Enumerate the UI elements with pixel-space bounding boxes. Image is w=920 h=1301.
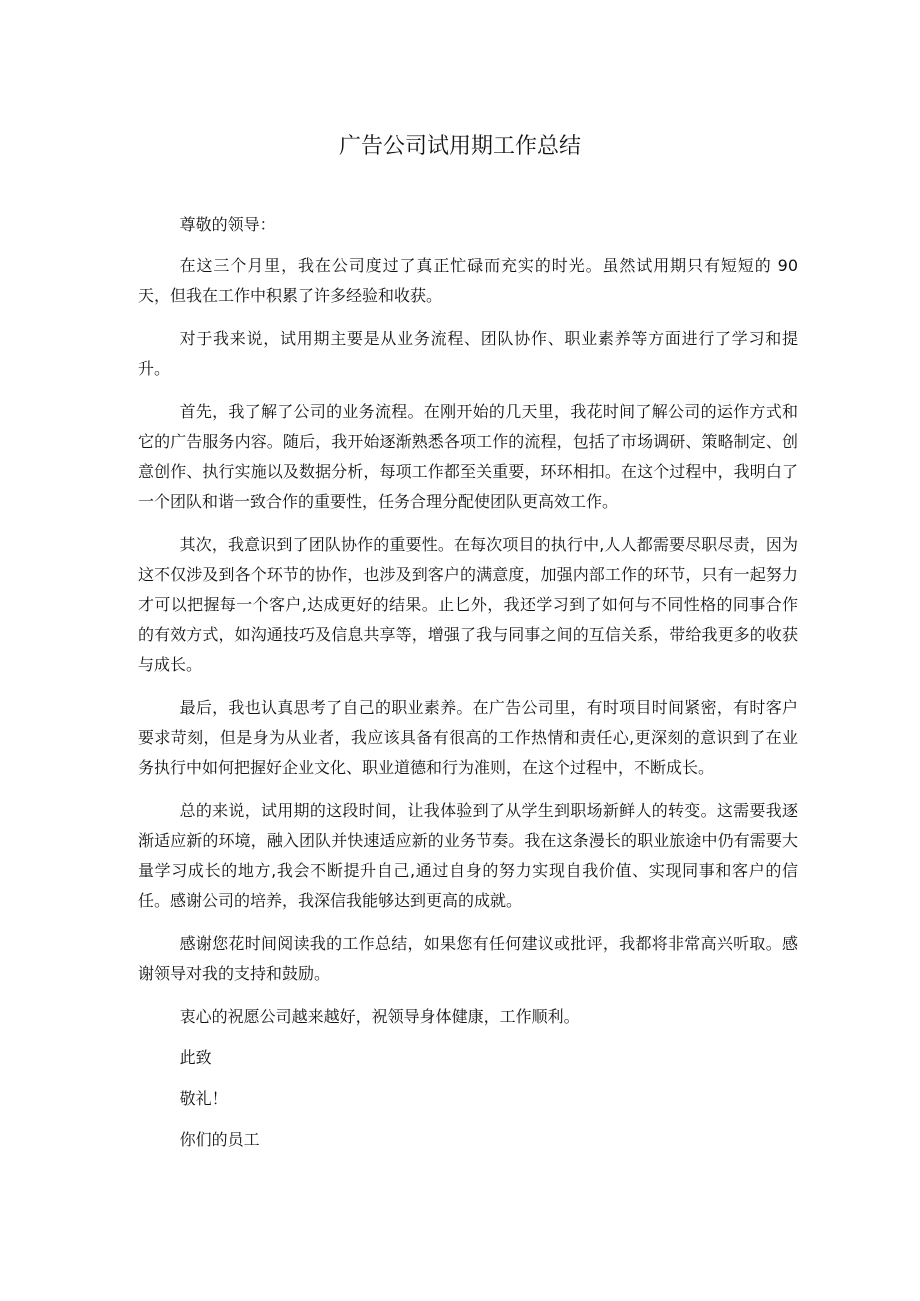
paragraph-intro: 在这三个月里，我在公司度过了真正忙碌而充实的时光。虽然试用期只有短短的 90 天，但我在工作中积累了许多经验和收获。 bbox=[138, 256, 798, 305]
paragraph-overview: 对于我来说，试用期主要是从业务流程、团队协作、职业素养等方面进行了学习和提升。 bbox=[138, 329, 798, 378]
paragraph-teamwork: 其次，我意识到了团队协作的重要性。在每次项目的执行中,人人都需要尽职尽责，因为这不仅涉及到各个环节的协作，也涉及到客户的满意度，加强内部工作的环节，只有一起努力才可以把握每一个客户,达成更好的结果。止匕外，我还学习到了如何与不同性格的同事合作的有效方式，如沟通技巧及信息共享等，增强了我与同事之间的互信关系，带给我更多的收获与成长。 bbox=[138, 535, 798, 674]
document-body bbox=[138, 210, 798, 1166]
paragraph-summary: 总的来说，试用期的这段时间，让我体验到了从学生到职场新鲜人的转变。这需要我逐渐适应新的环境，融入团队并快速适应新的业务节奏。我在这条漫长的职业旅途中仍有需要大量学习成长的地方,我会不断提升自己,通过自身的努力实现自我价值、实现同事和客户的信任。感谢公司的培养，我深信我能够达到更高的成就。 bbox=[138, 801, 798, 910]
paragraph-professionalism: 最后，我也认真思考了自己的职业素养。在广告公司里，有时项目时间紧密，有时客户要求苛刻，但是身为从业者，我应该具备有很高的工作热情和责任心,更深刻的意识到了在业务执行中如何把握好企业文化、职业道德和行为准则，在这个过程中，不断成长。 bbox=[138, 698, 798, 777]
regards: 敬礼！ bbox=[179, 1089, 228, 1108]
document-title: 广告公司试用期工作总结 bbox=[338, 134, 581, 159]
closing: 此致 bbox=[179, 1048, 212, 1067]
signature: 你们的员工 bbox=[179, 1130, 260, 1149]
paragraph-wishes: 衷心的祝愿公司越来越好，祝领导身体健康，工作顺利。 bbox=[179, 1007, 580, 1026]
salutation: 尊敬的领导： bbox=[179, 215, 276, 234]
paragraph-business-process: 首先，我了解了公司的业务流程。在刚开始的几天里，我花时间了解公司的运作方式和它的广告服务内容。随后，我开始逐渐熟悉各项工作的流程，包括了市场调研、策略制定、创意创作、执行实施以及数据分析，每项工作都至关重要，环环相扣。在这个过程中，我明白了一个团队和谐一致合作的重要性，任务合理分配使团队更高效工作。 bbox=[138, 402, 798, 511]
paragraph-thanks: 感谢您花时间阅读我的工作总结，如果您有任何建议或批评，我都将非常高兴听取。感谢领导对我的支持和鼓励。 bbox=[138, 934, 798, 983]
